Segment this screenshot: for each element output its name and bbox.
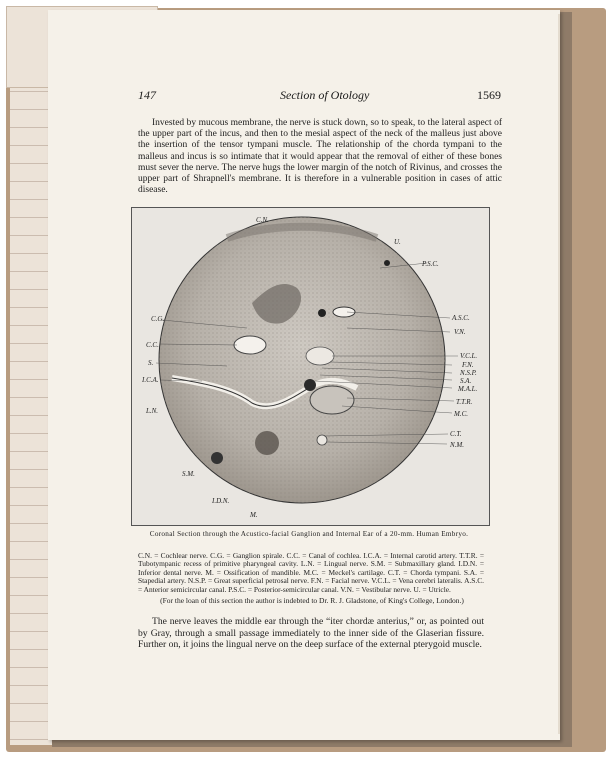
section-title: Section of Otology [280,88,370,102]
label-fn: F.N. [462,361,474,369]
label-ttr: T.T.R. [456,398,473,406]
label-cg: C.G. [151,315,165,323]
label-vn: V.N. [454,328,466,336]
label-nsp: N.S.P. [460,369,477,377]
label-cn: C.N. [256,216,269,224]
body-paragraph-2: The nerve leaves the middle ear through the “iter chordæ anterius,” or, as pointed out by Gray, through a small passage immediately to the inner side of the Glaserian fissure. Further on, it joins the lingual nerve on the deep surface of the external pterygoid muscle. [138,616,484,650]
figure-caption: Coronal Section through the Acustico-facial Ganglion and Internal Ear of a 20-mm. Human Embryo. [149,530,469,538]
figure-legend: C.N. = Cochlear nerve. C.G. = Ganglion spirale. C.C. = Canal of cochlea. I.C.A. = Internal carotid artery. T.T.R. = Tubotympanic recess of primitive pharyngeal cavity. L.N. = Lingual nerve. S.M. = Submaxillary gland. I.D.N. = Inferior dental nerve. M. = Ossification of mandible. M.C. = Meckel's cartilage. C.T. = Chorda tympani. S.A. = Stapedial artery. N.S.P. = Great superficial petrosal nerve. F.N. = Facial nerve. V.C.L. = Vena cerebri lateralis. A.S.C. = Anterior semicircular canal. P.S.C. = Posterior-semicircular canal. V.N. = Vestibular nerve. U. = Utricle. [138,551,484,594]
label-nm: N.M. [450,441,464,449]
label-sm: S.M. [182,470,195,478]
body-paragraph-1: Invested by mucous membrane, the nerve is stuck down, so to speak, to the lateral aspect of the upper part of the incus, and then to the mesial aspect of the neck of the malleus just above the insertion of the tensor tympani muscle. The relationship of the chorda tympani to the malleus and incus is so intimate that it would appear that the removal of either of these bones must sever the nerve. The nerve hugs the lower margin of the notch of Rivinus, and crosses the upper part of Shrapnell's membrane. It is therefore in a vulnerable position in cases of attic disease. [138,118,502,196]
label-psc: P.S.C. [422,260,439,268]
label-idn: I.D.N. [212,497,230,505]
histology-figure [131,207,490,526]
label-ct: C.T. [450,430,462,438]
label-ica: I.C.A. [142,376,159,384]
label-ln: L.N. [146,407,159,415]
label-mc: M.C. [454,410,468,418]
label-asc: A.S.C. [452,314,470,322]
label-s: S. [148,359,154,367]
label-m: M. [250,511,258,519]
label-vcl: V.C.L. [460,352,478,360]
label-cc: C.C. [146,341,159,349]
label-mal: M.A.L. [458,385,478,393]
label-u: U. [394,238,401,246]
page-number-left: 147 [138,88,156,102]
figure-drawing [132,208,489,525]
label-sa: S.A. [460,377,472,385]
page-edge [558,14,560,734]
loan-note: (For the loan of this section the author is indebted to Dr. R. J. Gladstone, of King's College, London.) [160,596,464,605]
running-header [0,88,612,108]
page-number-right: 1569 [477,88,501,102]
